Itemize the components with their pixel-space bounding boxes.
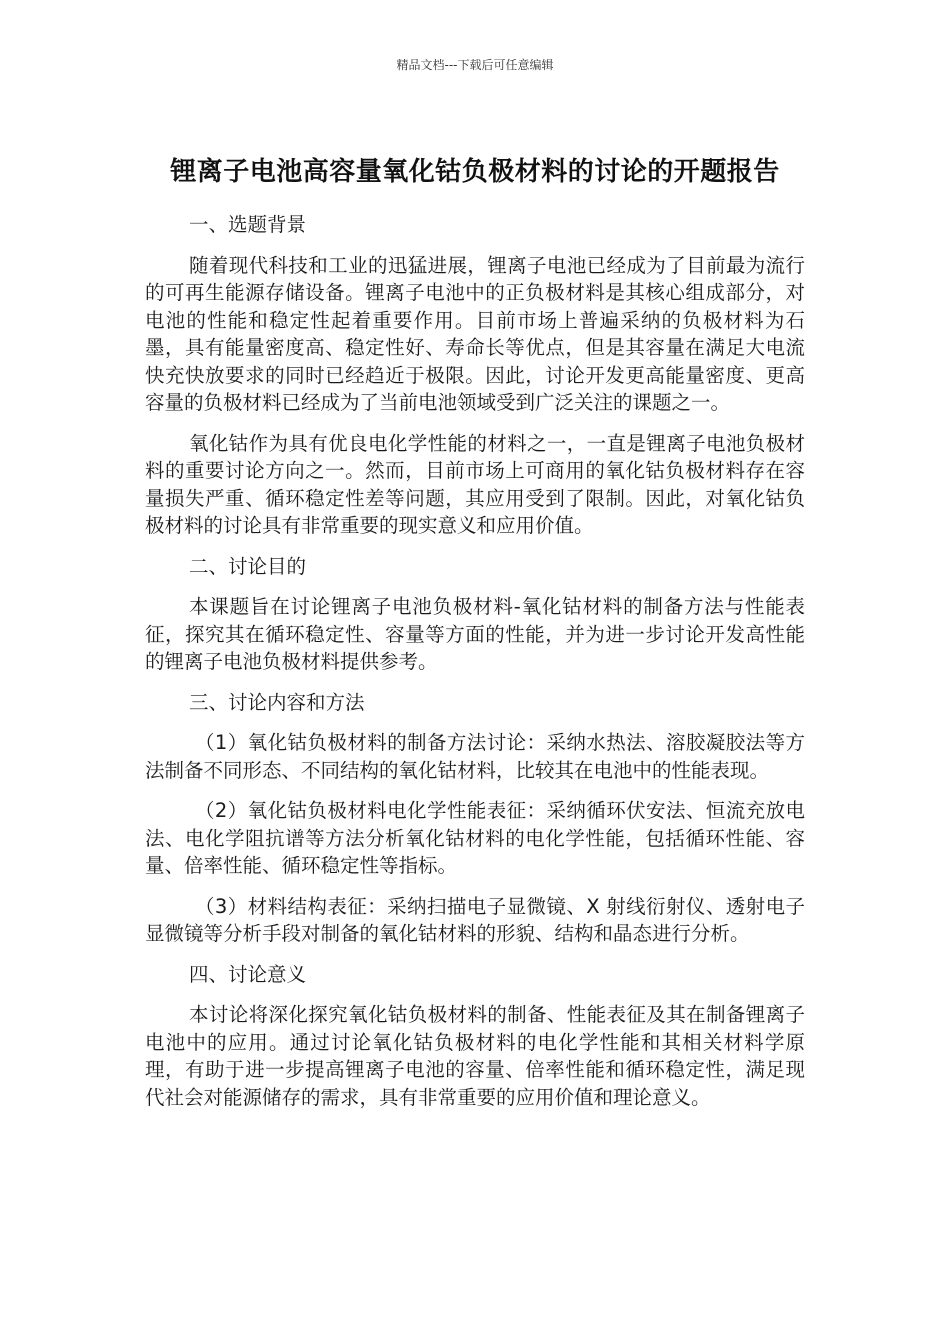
list-item: （2）氧化钴负极材料电化学性能表征：采纳循环伏安法、恒流充放电法、电化学阻抗谱等方法分析氧化钴材料的电化学性能，包括循环性能、容量、倍率性能、循环稳定性等指标。	[145, 799, 805, 877]
section-heading-purpose: 二、讨论目的	[189, 554, 307, 578]
section-heading-significance: 四、讨论意义	[189, 962, 307, 986]
paragraph: 本课题旨在讨论锂离子电池负极材料-氧化钴材料的制备方法与性能表征，探究其在循环稳定性、容量等方面的性能，并为进一步讨论开发高性能的锂离子电池负极材料提供参考。	[145, 595, 805, 673]
page-header: 精品文档---下载后可任意编辑	[396, 58, 554, 72]
list-item: （1）氧化钴负极材料的制备方法讨论：采纳水热法、溶胶凝胶法等方法制备不同形态、不同结构的氧化钴材料，比较其在电池中的性能表现。	[145, 731, 805, 782]
paragraph: 随着现代科技和工业的迅猛进展，锂离子电池已经成为了目前最为流行的可再生能源存储设备。锂离子电池中的正负极材料是其核心组成部分，对电池的性能和稳定性起着重要作用。目前市场上普遍采纳的负极材料为石墨，具有能量密度高、稳定性好、寿命长等优点，但是其容量在满足大电流快充快放要求的同时已经趋近于极限。因此，讨论开发更高能量密度、更高容量的负极材料已经成为了当前电池领域受到广泛关注的课题之一。	[145, 253, 805, 414]
paragraph: 本讨论将深化探究氧化钴负极材料的制备、性能表征及其在制备锂离子电池中的应用。通过讨论氧化钴负极材料的电化学性能和其相关材料学原理，有助于进一步提高锂离子电池的容量、倍率性能和循环稳定性，满足现代社会对能源储存的需求，具有非常重要的应用价值和理论意义。	[145, 1003, 805, 1109]
document-title: 锂离子电池高容量氧化钴负极材料的讨论的开题报告	[170, 157, 780, 188]
paragraph: 氧化钴作为具有优良电化学性能的材料之一，一直是锂离子电池负极材料的重要讨论方向之一。然而，目前市场上可商用的氧化钴负极材料存在容量损失严重、循环稳定性差等问题，其应用受到了限制。因此，对氧化钴负极材料的讨论具有非常重要的现实意义和应用价值。	[145, 431, 805, 537]
list-item: （3）材料结构表征：采纳扫描电子显微镜、X 射线衍射仪、透射电子显微镜等分析手段对制备的氧化钴材料的形貌、结构和晶态进行分析。	[145, 894, 805, 945]
section-heading-content-methods: 三、讨论内容和方法	[189, 690, 365, 714]
document-body	[145, 211, 805, 1124]
section-heading-background: 一、选题背景	[189, 213, 307, 236]
